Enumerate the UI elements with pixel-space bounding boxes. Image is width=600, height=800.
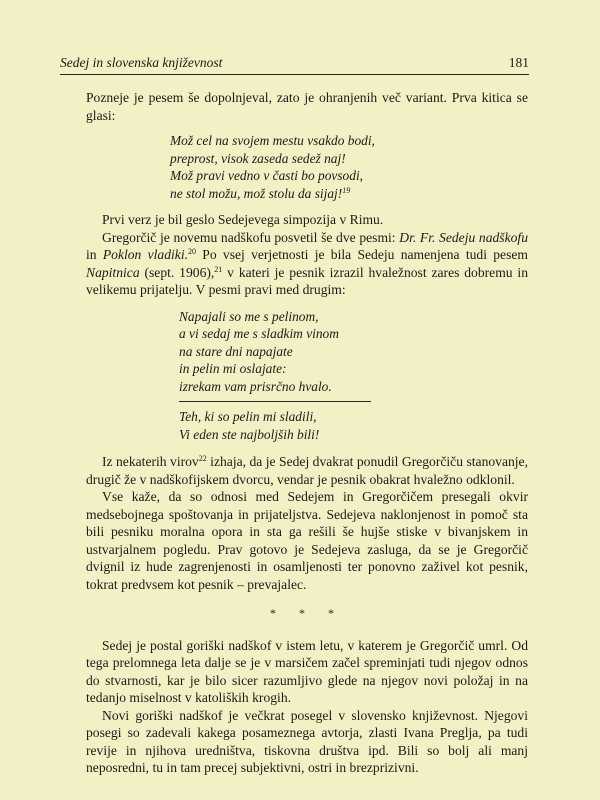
page-number: 181 — [508, 55, 529, 70]
poem-line-text: ne stol možu, mož stolu da sijaj! — [170, 185, 343, 201]
poem-stanza-2 — [179, 308, 528, 444]
section-separator: * * * — [270, 606, 344, 620]
poem-line: Mož cel na svojem mestu vsakdo bodi, — [170, 133, 375, 148]
text-run: Iz nekaterih virov — [102, 454, 199, 469]
footnote-ref: 19 — [342, 185, 351, 195]
footnote-ref: 20 — [188, 247, 197, 256]
paragraph: Pozneje je pesem še dopolnjeval, zato je ohranjenih več variant. Prva kitica se glasi: — [86, 90, 528, 123]
poem-line: Vi eden ste najboljših bili! — [179, 426, 320, 442]
poem-line-last — [170, 185, 528, 203]
poem-line: a vi sedaj me s sladkim vinom — [179, 326, 339, 341]
poem-line: Teh, ki so pelin mi sladili, — [179, 409, 317, 424]
text-run: izhaja, da je Sedej dvakrat ponudil Gregorčiču stanovanje, drugič že v nadškofijskem dvorcu, vendar je pesnik obakrat hvaležno odklonil. — [86, 454, 528, 487]
work-title: Poklon vladiki. — [102, 247, 189, 262]
header-rule — [60, 74, 529, 75]
poem-stanza-1 — [170, 132, 528, 202]
text-run: (sept. 1906), — [139, 264, 215, 280]
paragraph — [86, 229, 528, 299]
poem-line: Napajali so me s pelinom, — [179, 308, 319, 324]
paragraph: Prvi verz je bil geslo Sedejevega simpozija v Rimu. — [102, 212, 384, 227]
text-run: Po vsej verjetnosti je bila Sedeju namenjena tudi pesem — [196, 247, 528, 262]
paragraph: Sedej je postal goriški nadškof v istem letu, v katerem je Gregorčič umrl. Od tega prelomnega leta dalje se je v marsičem začel spreminjati tudi njegov odnos do stvarnosti, kar je bilo sicer razumljivo glede na njegov novi položaj in na tedanjo miselnost v katoliških krogih. — [86, 637, 528, 705]
poem-line: in pelin mi oslajate: — [179, 361, 287, 376]
paragraph: Novi goriški nadškof je večkrat posegel v slovensko književnost. Njegovi posegi so zadevali kakega posameznega avtorja, zlasti Ivana Preglja, pa tudi revije in njihova uredništva, tiskovna društva ipd. Bili so bolj ali manj neposredni, tu in tam precej subjektivni, ostri in brezprizivni. — [86, 707, 528, 775]
running-title: Sedej in slovenska književnost — [60, 55, 223, 70]
work-title: Dr. Fr. Sedeju nadškofu — [399, 229, 529, 245]
paragraph: Vse kaže, da so odnosi med Sedejem in Gregorčičem presegali okvir medsebojnega spoštovanja in prijateljstva. Sedejeva naklonjenost in pomoč sta bili pesniku moralna opora in sta ga rešili še hujše stiske v bivanjskem in ustvarjalnem pogledu. Prav gotovo je Sedejeva zasluga, da se je Gregorčič dvignil iz hude zagrenjenosti in osamljenosti ter ponovno zaživel kot pesnik, tokrat predvsem kot pesnik – prevajalec. — [86, 489, 528, 592]
work-title: Napitnica — [86, 264, 140, 280]
footnote-ref: 22 — [198, 454, 207, 463]
poem-line: preprost, visok zaseda sedež naj! — [170, 150, 346, 166]
body-text — [86, 89, 528, 777]
footnote-ref: 21 — [214, 264, 223, 274]
poem-line: izrekam vam prisrčno hvalo. — [179, 378, 332, 394]
text-run: in — [86, 247, 103, 262]
poem-divider — [179, 401, 371, 402]
text-run: v kateri je pesnik izrazil hvaležnost zares dobremu in velikemu prijatelju. V pesmi pravi med drugim: — [86, 264, 529, 297]
running-header — [60, 54, 529, 72]
paragraph — [86, 453, 528, 488]
poem-line: Mož pravi vedno v časti bo povsodi, — [170, 168, 364, 183]
text-run: Gregorčič je novemu nadškofu posvetil še dve pesmi: — [102, 229, 400, 245]
poem-line: na stare dni napajate — [179, 343, 293, 359]
